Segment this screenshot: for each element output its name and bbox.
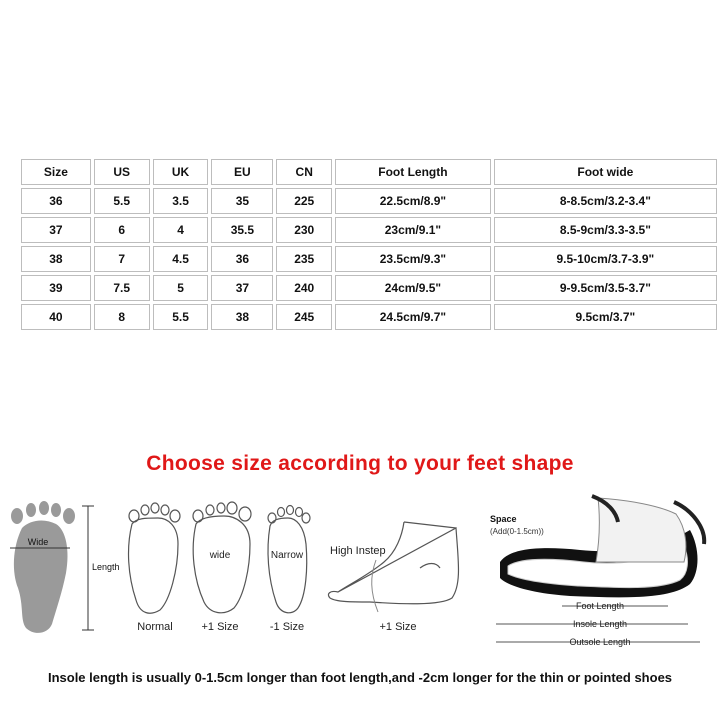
table-row [21, 188, 717, 214]
cell-size: 36 [21, 188, 91, 214]
normal-foot-label: Normal [137, 621, 173, 633]
cell-eu: 38 [211, 304, 273, 330]
cell-foot-length: 22.5cm/8.9" [335, 188, 491, 214]
header-size: Size [21, 159, 91, 185]
cell-foot-wide: 9.5cm/3.7" [494, 304, 717, 330]
cell-foot-wide: 8-8.5cm/3.2-3.4" [494, 188, 717, 214]
normal-foot-icon [129, 503, 180, 613]
table-row [21, 275, 717, 301]
cell-us: 7.5 [94, 275, 150, 301]
wide-label: Wide [27, 537, 49, 547]
size-table-body [21, 159, 717, 330]
footprint-icon [11, 501, 75, 633]
cell-uk: 5.5 [153, 304, 209, 330]
cell-us: 7 [94, 246, 150, 272]
cell-eu: 36 [211, 246, 273, 272]
foot-length-label: Foot Length [575, 601, 625, 611]
cell-uk: 4 [153, 217, 209, 243]
cell-size: 38 [21, 246, 91, 272]
insole-length-footnote: Insole length is usually 0-1.5cm longer than foot length,and -2cm longer for the thin or pointed shoes [47, 670, 673, 685]
feet-shape-illustration [0, 488, 720, 658]
wide-foot-label: +1 Size [201, 621, 239, 633]
header-us: US [94, 159, 150, 185]
header-cn: CN [276, 159, 332, 185]
insole-length-label: Insole Length [572, 619, 628, 629]
cell-us: 6 [94, 217, 150, 243]
cell-cn: 235 [276, 246, 332, 272]
cell-us: 8 [94, 304, 150, 330]
size-guide-headline: Choose size according to your feet shape [146, 452, 574, 475]
cell-uk: 3.5 [153, 188, 209, 214]
header-eu: EU [211, 159, 273, 185]
header-foot-wide: Foot wide [494, 159, 717, 185]
header-foot-length: Foot Length [335, 159, 491, 185]
length-label: Length [92, 562, 120, 572]
cell-size: 40 [21, 304, 91, 330]
cell-cn: 240 [276, 275, 332, 301]
cell-cn: 245 [276, 304, 332, 330]
narrow-foot-label: -1 Size [269, 621, 305, 633]
table-row [21, 217, 717, 243]
cell-foot-wide: 8.5-9cm/3.3-3.5" [494, 217, 717, 243]
high-instep-label: +1 Size [379, 621, 417, 633]
header-uk: UK [153, 159, 209, 185]
cell-uk: 4.5 [153, 246, 209, 272]
cell-eu: 37 [211, 275, 273, 301]
table-row [21, 304, 717, 330]
cell-eu: 35 [211, 188, 273, 214]
size-table [18, 156, 720, 333]
cell-foot-length: 23cm/9.1" [335, 217, 491, 243]
table-row [21, 246, 717, 272]
cell-cn: 225 [276, 188, 332, 214]
cell-size: 39 [21, 275, 91, 301]
cell-uk: 5 [153, 275, 209, 301]
space-label: Space [490, 514, 517, 524]
narrow-foot-inner-label: Narrow [270, 550, 304, 561]
outsole-length-label: Outsole Length [569, 637, 631, 647]
cell-foot-wide: 9-9.5cm/3.5-3.7" [494, 275, 717, 301]
table-header-row [21, 159, 717, 185]
cell-size: 37 [21, 217, 91, 243]
wide-foot-inner-label: wide [209, 550, 231, 561]
cell-foot-length: 24cm/9.5" [335, 275, 491, 301]
space-sub-label: (Add(0-1.5cm)) [490, 527, 544, 536]
cell-foot-length: 23.5cm/9.3" [335, 246, 491, 272]
cell-us: 5.5 [94, 188, 150, 214]
shoe-cross-section-icon [500, 496, 704, 597]
high-instep-foot-icon [328, 522, 458, 604]
high-instep-title: High Instep [330, 545, 386, 557]
cell-foot-length: 24.5cm/9.7" [335, 304, 491, 330]
cell-cn: 230 [276, 217, 332, 243]
cell-eu: 35.5 [211, 217, 273, 243]
cell-foot-wide: 9.5-10cm/3.7-3.9" [494, 246, 717, 272]
